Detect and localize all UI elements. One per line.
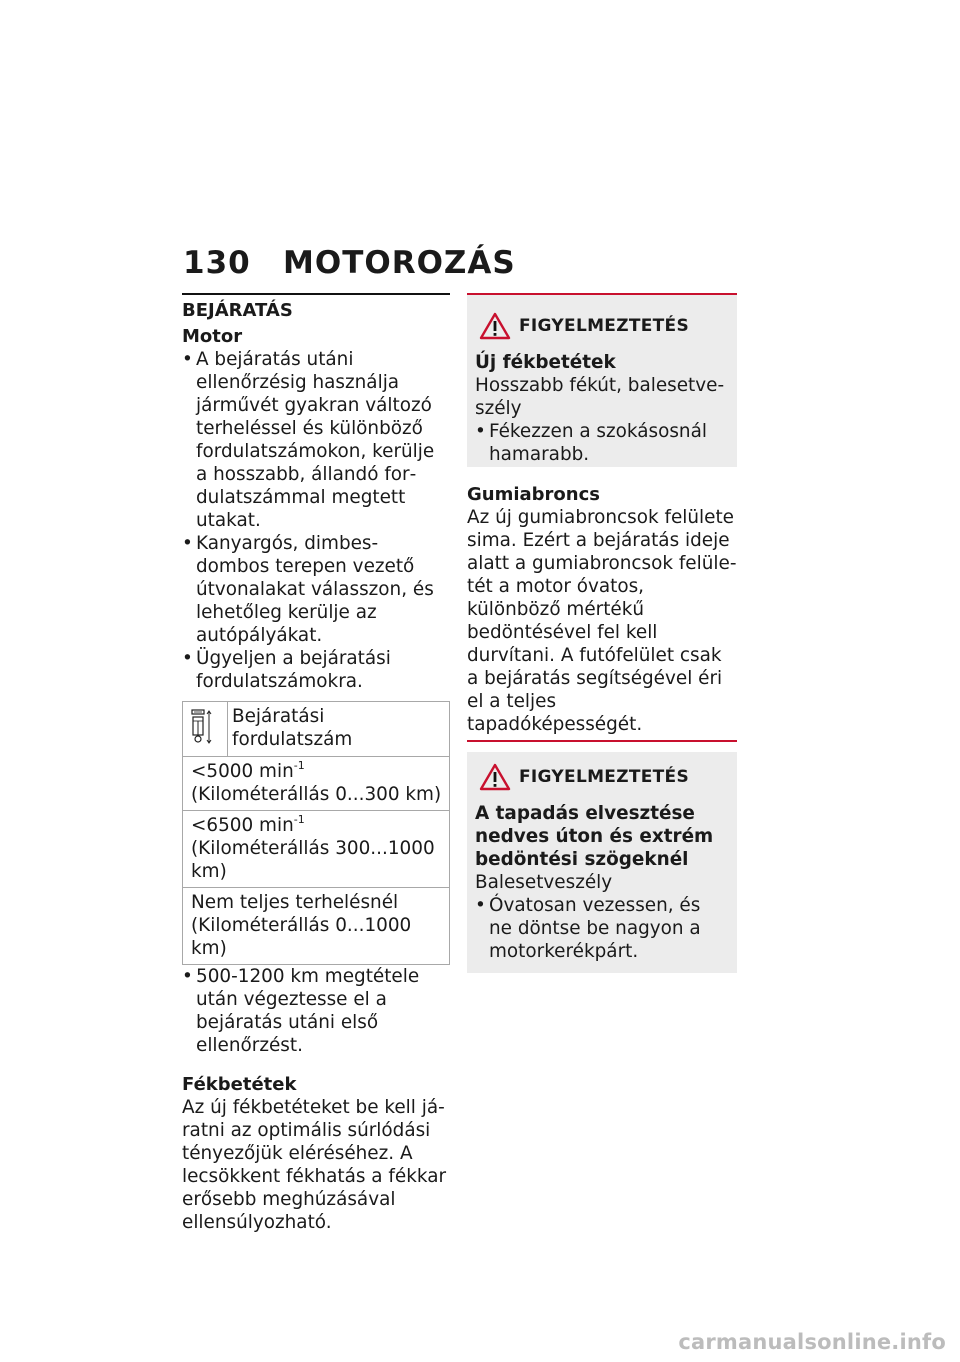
warning-title-text: FIGYELMEZTETÉS [519, 316, 689, 336]
brake-pads-text: Az új fékbetéteket be kell járatni az optimális súrlódási tényezőjük eléréséhez. A lecsökkent fékhatás a fékkar erősebb meghúzásával ellensúlyozható. [182, 1097, 447, 1233]
table-icon-cell [183, 702, 228, 757]
warning-text: Balesetveszély [475, 872, 613, 893]
chapter-title: MOTOROZÁS [283, 245, 516, 281]
warning-title-text: FIGYELMEZTETÉS [519, 767, 689, 787]
table-row [183, 811, 450, 888]
tires-text: Az új gumiabroncsok felülete sima. Ezért a bejáratás ideje alatt a gumiabroncsok felületét a motor óvatos, különböző mértékű bedöntésével fel kell durvítani. A futófelület csak a bejáratás segítségével éri el a teljes tapadóképességét. [467, 507, 737, 735]
warning-subtitle: Új fékbetétek [475, 352, 616, 373]
warning-box-brake-pads [467, 293, 737, 467]
section-rule [182, 293, 450, 295]
warning-subtitle: A tapadás elvesztése nedves úton és extrém bedöntési szögeknél [475, 803, 714, 870]
table-row [183, 757, 450, 811]
after-table-bullet-list [182, 965, 450, 1057]
list-item: • 500-1200 km megtétele után végeztesse el a bejáratás utáni első ellenőrzést. [182, 965, 450, 1057]
left-column [182, 293, 450, 1234]
section-title: BEJÁRATÁS [182, 300, 293, 321]
table-header-cell: Bejáratási fordulatszám [228, 702, 450, 757]
warning-triangle-icon [479, 763, 511, 791]
list-item: • A bejáratás utáni ellenőrzésig használja járművét gyakran változó terheléssel és különböző fordulatszámokon, kerülje a hosszabb, állandó fordulatszámmal megtett utakat. [182, 348, 450, 532]
odometer-range: (Kilométerállás 300...1000 km) [191, 838, 435, 882]
list-item: • Fékezzen a szokásosnál hamarabb. [475, 420, 729, 466]
motor-heading: Motor [182, 326, 243, 347]
list-item: • Kanyargós, dimbes-dombos terepen vezető útvonalakat válasszon, és lehetőleg kerülje az autópályákat. [182, 532, 450, 647]
brake-pads-heading: Fékbetétek [182, 1074, 297, 1095]
warning-text: Hosszabb fékút, balesetveszély [475, 375, 725, 419]
watermark: carmanualsonline.info [678, 1330, 946, 1354]
rpm-unit-exponent: -1 [293, 758, 305, 772]
warning-bullet-list [475, 894, 729, 963]
break-in-rpm-table [182, 701, 450, 965]
list-item: • Óvatosan vezessen, és ne döntse be nagyon a motorkerékpárt. [475, 894, 729, 963]
rpm-unit-exponent: -1 [293, 812, 305, 826]
warning-title [475, 752, 729, 802]
odometer-range: (Kilométerállás 0...300 km) [191, 784, 442, 805]
page-number: 130 [183, 245, 251, 281]
warning-divider [467, 740, 737, 742]
tires-heading: Gumiabroncs [467, 484, 600, 505]
rpm-value: <6500 min [191, 815, 294, 836]
table-row [183, 888, 450, 965]
right-column [467, 293, 737, 973]
list-item: • Ügyeljen a bejáratási fordulatszámokra. [182, 647, 450, 693]
table-cell [183, 811, 450, 888]
table-cell [183, 757, 450, 811]
rpm-value: <5000 min [191, 761, 294, 782]
engine-speed-gauge-icon [189, 708, 213, 746]
table-header-row [183, 702, 450, 757]
warning-triangle-icon [479, 312, 511, 340]
table-cell: Nem teljes terhelésnél (Kilométerállás 0...1000 km) [183, 888, 450, 965]
warning-bullet-list [475, 420, 729, 466]
warning-title [475, 301, 729, 351]
motor-bullet-list [182, 348, 450, 693]
warning-box-traction-loss [467, 752, 737, 973]
